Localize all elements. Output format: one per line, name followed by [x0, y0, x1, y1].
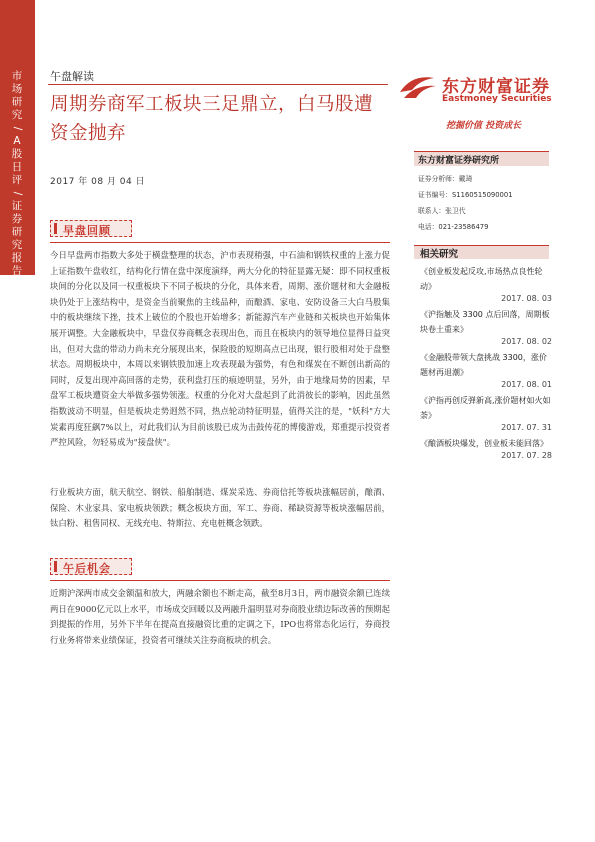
related-research-date: 2017. 08. 03 — [501, 294, 552, 303]
side-tab-text-bottom: 证券研究报告 — [11, 200, 23, 277]
related-research-title[interactable]: 《酿酒板块爆发，创业板未能回落》 — [420, 439, 548, 448]
certificate-number: 证书编号：S1160515090001 — [418, 191, 513, 199]
section-tag-afternoon-opportunity — [50, 558, 132, 575]
related-research-title[interactable]: 《沪指再创反弹新高,涨价题材如火如荼》 — [420, 396, 551, 420]
contact-person: 联系人：张卫代 — [418, 207, 466, 215]
report-category: 午盘解读 — [50, 70, 94, 83]
related-research-title[interactable]: 《金融股带领大盘挑战 3300，涨价题材再退潮》 — [420, 353, 547, 377]
related-research-title[interactable]: 《创业板发起反攻,市场热点良性轮动》 — [420, 267, 543, 291]
side-tab-slash: / — [11, 126, 24, 131]
section-divider — [50, 242, 390, 243]
related-research-item[interactable] — [420, 393, 552, 432]
section-divider — [50, 580, 390, 581]
side-tab — [0, 0, 35, 275]
related-research-item[interactable] — [420, 307, 552, 346]
section-tag-marker — [54, 223, 57, 234]
report-date: 2017 年 08 月 04 日 — [50, 177, 146, 187]
side-tab-text-top: 市场研究 — [11, 70, 23, 121]
brand-logo-icon — [398, 72, 438, 100]
related-research-date: 2017. 08. 01 — [501, 380, 552, 389]
analyst-name: 证券分析师：戴琦 — [418, 175, 473, 183]
side-tab-slash: / — [11, 191, 24, 196]
morning-review-paragraph-1: 今日早盘两市指数大多处于横盘整理的状态，沪市表现稍强，中石油和钢铁权重的上涨力促上证指数午盘收红，结构化行情在盘中深度演绎，两大分化的特征显露无疑：即不同权重板块间的分化以及同一权重板块下不同子板块的分化，具体来看，周期、涨价题材和大金融板块仍处于上涨结构中，是资金当前聚焦的主线品种，而酿酒、家电、安防设备三大白马股集中的板块继续下挫，技术上破位的个股也开始增多；新能源汽车产业链和关板块也开始集体展开调整。大金融板块中，早盘仅券商概念表现出色，而且在板块内的领导地位显得日益突出，但对大盘的带动力尚未充分展现出来，保险股的短期高点已出现，银行股相对处于盘整状态。周期板块中，本周以来钢铁股加速上攻表现最为强势，有色和煤炭在不断创出新高的同时，反复出现冲高回落的走势，获利盘打压的痕迹明显，另外，由于地缘局势的因素，早盘军工板块遭资金大举做多强势领涨。权重的分化对大盘起到了此消彼长的影响，因此虽然指数波动不明显，但是板块走势迥然不同，热点轮动特征明显，值得关注的是，"妖科"方大炭素再度狂飙7%以上，对此我们认为目前该股已成为击鼓传花的博傻游戏，郑重提示投资者严控风险，勿轻易成为"接盘侠"。 — [50, 250, 390, 448]
category-divider — [48, 84, 388, 85]
section-tag-marker — [54, 561, 57, 572]
related-research-title[interactable]: 《沪指触及 3300 点后回落，周期板块卷土重来》 — [420, 310, 550, 334]
side-tab-text-mid: A股日评 — [11, 135, 23, 186]
related-research-item[interactable] — [420, 436, 552, 460]
brand-name-en: Eastmoney Securities — [442, 94, 552, 104]
afternoon-opportunity-paragraph: 近期沪深两市成交金额温和放大，两融余额也不断走高，截至8月3日，两市融资余额已连续两日在9000亿元以上水平，市场成交回暖以及两融升温明显对券商股业绩边际改善的预期起到提振的作用，另外下半年在提高直接融资比重的定调之下，IPO也将常态化运行，券商投行业务将带来业绩保证，投资者可继续关注券商板块的机会。 — [50, 588, 390, 645]
related-research-date: 2017. 07. 28 — [501, 451, 552, 460]
side-tab-text — [9, 70, 25, 278]
section-tag-morning-review — [50, 220, 132, 237]
brand-name-cn: 东方财富证券 — [442, 77, 550, 97]
contact-phone: 电话：021-23586479 — [418, 223, 489, 231]
institute-label: 东方财富证券研究所 — [418, 156, 500, 166]
section-tag-label: 早盘回顾 — [63, 224, 111, 237]
report-title: 周期券商军工板块三足鼎立，白马股遭资金抛弃 — [50, 94, 374, 144]
related-research-item[interactable] — [420, 264, 552, 303]
section-tag-label: 午后机会 — [63, 562, 111, 575]
related-research-item[interactable] — [420, 350, 552, 389]
morning-review-paragraph-2: 行业板块方面，航天航空、钢铁、船舶制造、煤炭采选、券商信托等板块涨幅居前，酿酒、保险、木业家具、家电板块领跌；概念板块方面，军工、券商、稀缺资源等板块涨幅居前，钛白粉、租售同权、无线充电、特斯拉、充电桩概念领跌。 — [50, 487, 390, 529]
related-research-date: 2017. 08. 02 — [501, 337, 552, 346]
related-research-label: 相关研究 — [420, 249, 459, 260]
related-research-date: 2017. 07. 31 — [501, 423, 552, 432]
brand-slogan: 挖掘价值 投资成长 — [446, 121, 522, 131]
